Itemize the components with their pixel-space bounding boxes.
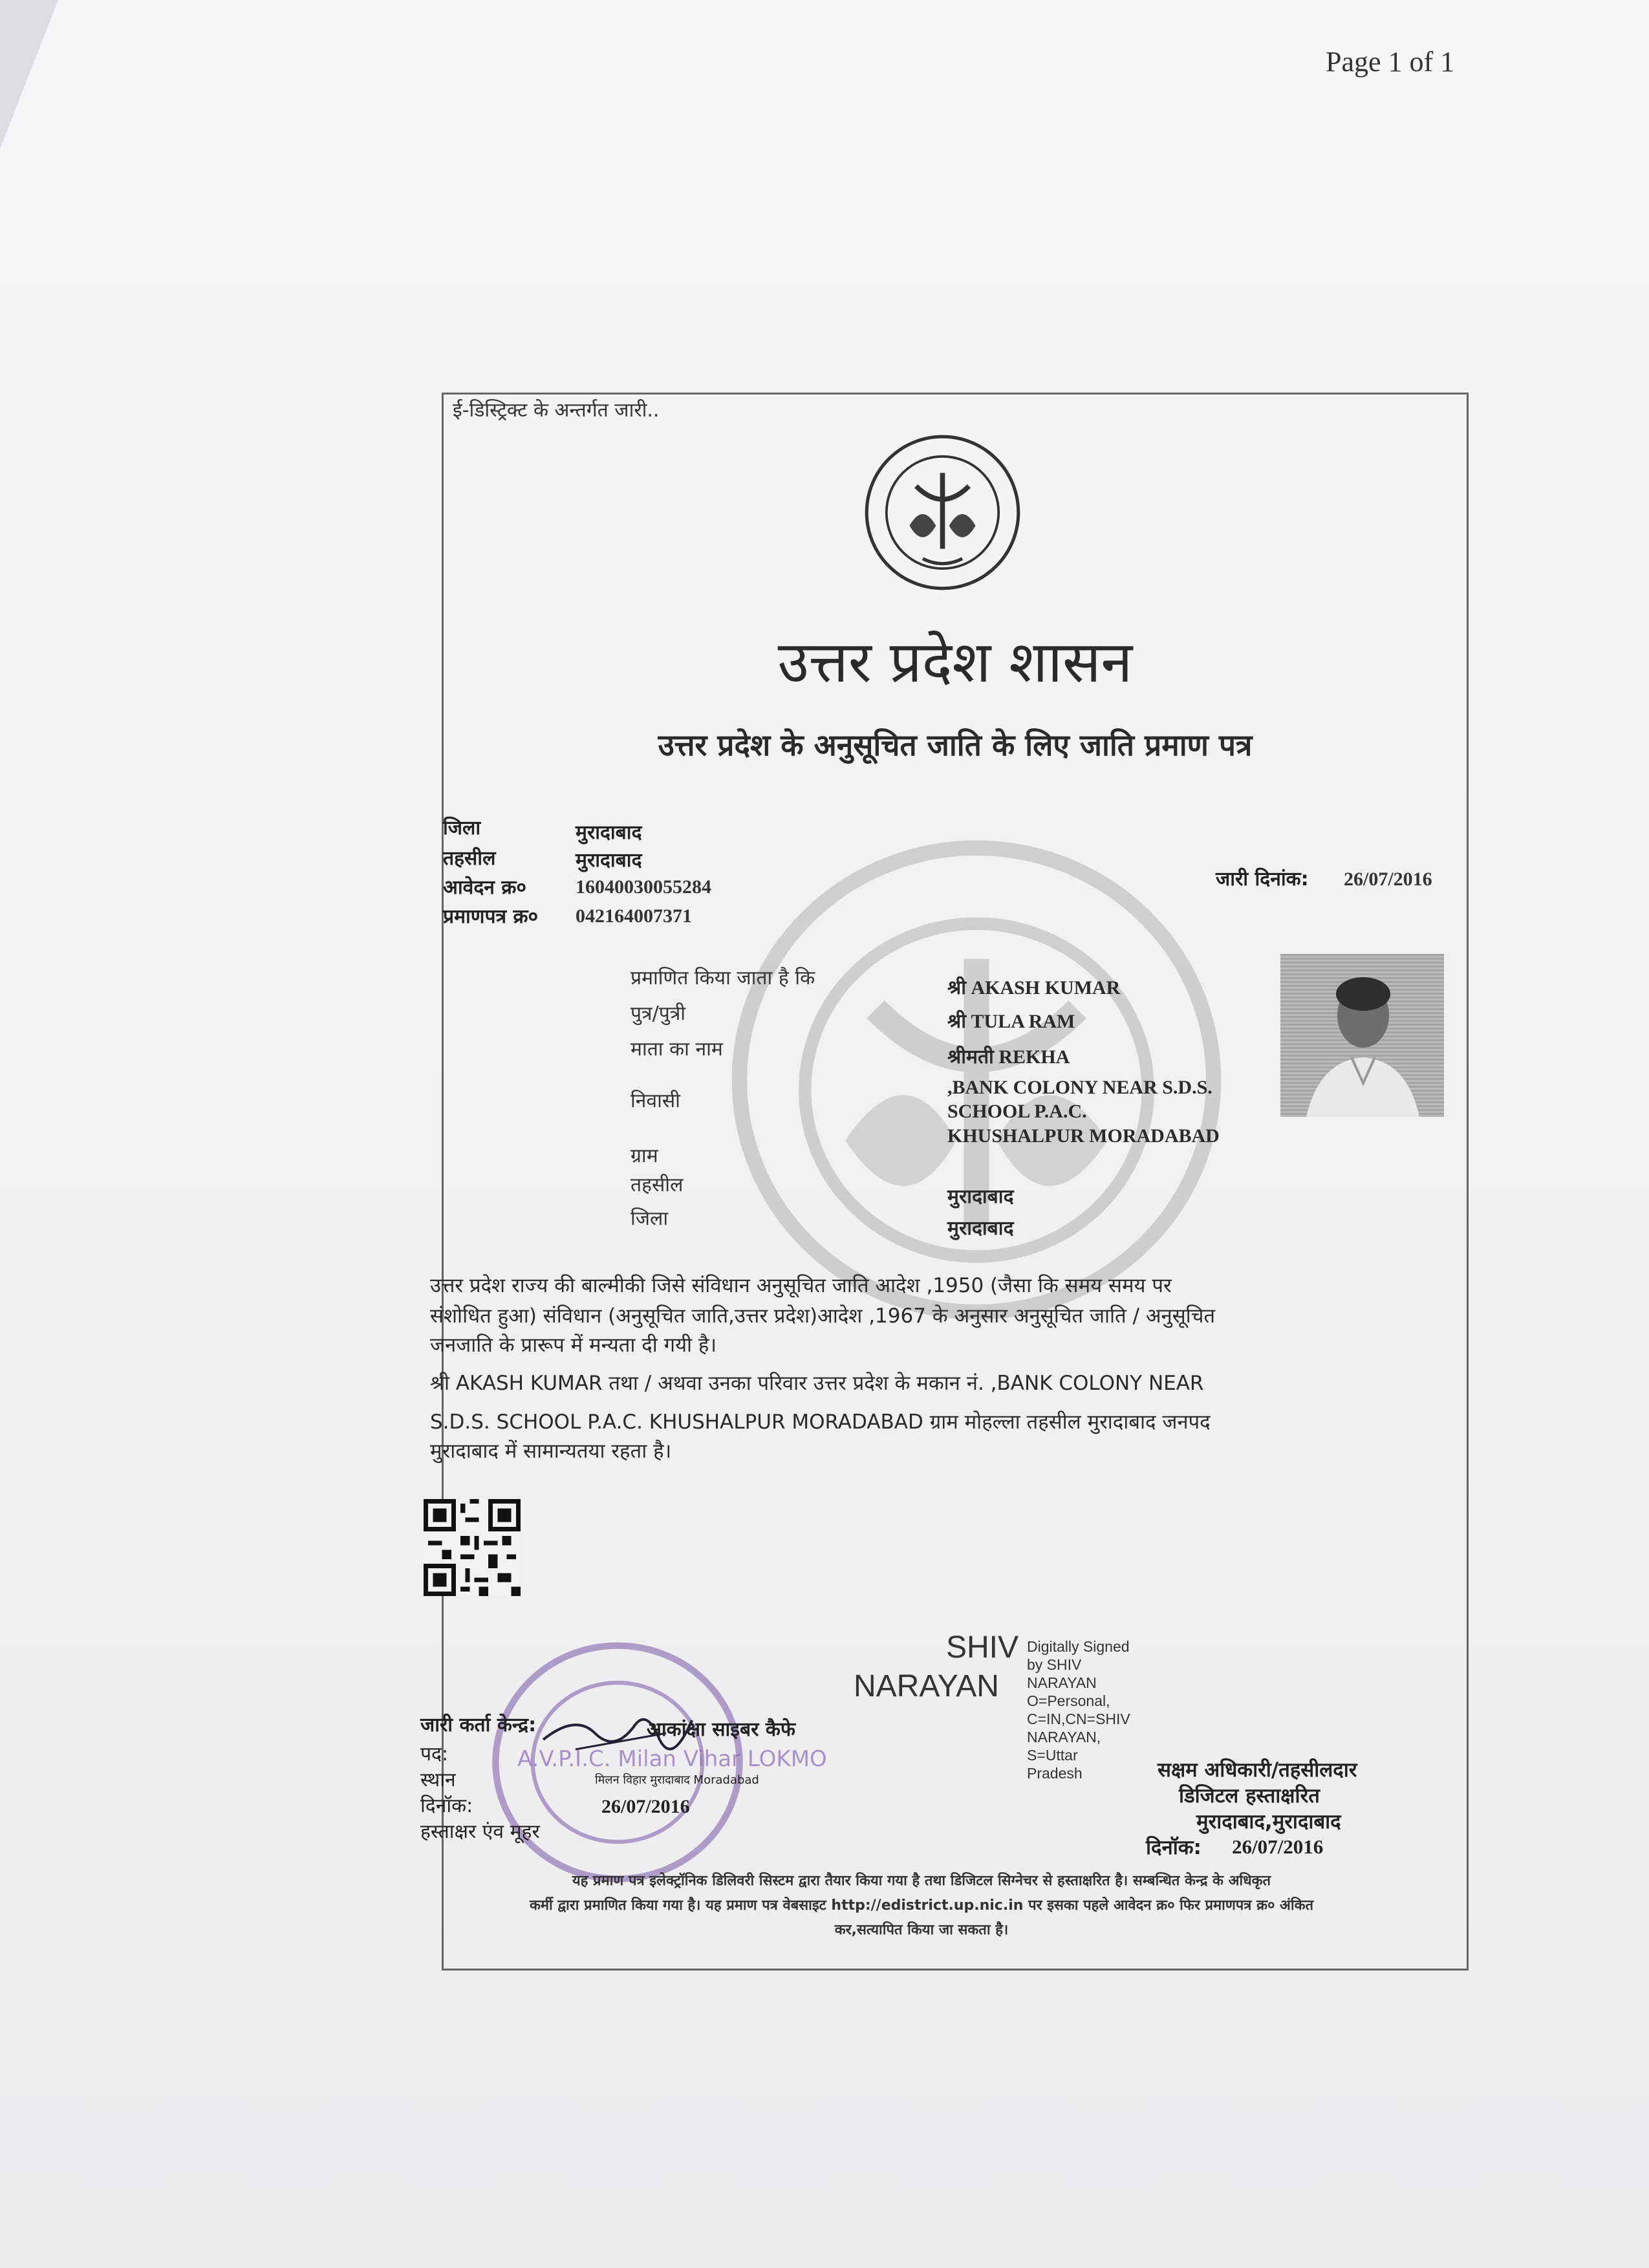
centre-date-label: दिनॉक: (420, 1795, 473, 1817)
body-line-5: S.D.S. SCHOOL P.A.C. KHUSHALPUR MORADABAD ग्राम मोहल्ला तहसील मुरादाबाद जनपद (430, 1410, 1211, 1434)
body-line-6: मुरादाबाद में सामान्यतया रहता है। (430, 1440, 672, 1463)
folded-corner (0, 0, 58, 149)
signer-name-line-2: NARAYAN (854, 1669, 999, 1703)
application-number-value: 16040030055284 (576, 876, 711, 898)
stamp-text: A.V.P.I.C. Milan Vihar LOKMO (517, 1746, 827, 1772)
issue-date-label: जारी दिनांक: (1216, 868, 1309, 891)
authority-designation: सक्षम अधिकारी/तहसीलदार (1158, 1758, 1357, 1782)
father-name: श्री TULA RAM (947, 1011, 1075, 1032)
district-label: जिला (443, 817, 481, 839)
address-line-3: KHUSHALPUR MORADABAD (947, 1125, 1220, 1147)
government-title: उत्तर प्रदेश शासन (777, 629, 1133, 695)
issued-under-note: ई-डिस्ट्रिक्ट के अन्तर्गत जारी.. (453, 399, 660, 422)
address-line-1: ,BANK COLONY NEAR S.D.S. (947, 1077, 1212, 1098)
applicant-photo (1280, 954, 1444, 1117)
address-line-2: SCHOOL P.A.C. (947, 1101, 1087, 1122)
place-label: स्थान (420, 1769, 456, 1791)
village-label: ग्राम (630, 1145, 658, 1167)
body-line-1: उत्तर प्रदेश राज्य की बाल्मीकी जिसे संविधान अनुसूचित जाति आदेश ,1950 (जैसा कि समय समय पर (430, 1274, 1172, 1297)
certified-label: प्रमाणित किया जाता है कि (630, 967, 815, 989)
child-of-label: पुत्र/पुत्री (630, 1002, 686, 1025)
authority-location: मुरादाबाद,मुरादाबाद (1196, 1810, 1341, 1833)
verification-note: यह प्रमाण पत्र इलेक्ट्रॉनिक डिलिवरी सिस्टम द्वारा तैयार किया गया है तथा डिजिटल सिग्नेचर से हस्ताक्षरित है। सम्बन्धित केन्द्र के अधिकृत कर्मी द्वारा प्रमाणित किया गया है। यह प्रमाण पत्र वेबसाइट http://edistrict.up.nic.in पर इसका पहले आवेदन क्र० फिर प्रमाणपत्र क्र० अंकित कर,सत्यापित किया जा सकता है। (529, 1873, 1314, 1938)
body-line-3: जनजाति के प्रारूप में मन्यता दी गयी है। (430, 1334, 717, 1357)
page-number: Page 1 of 1 (1326, 46, 1455, 78)
tehsil-value: मुरादाबाद (576, 849, 642, 872)
post-label: पद: (420, 1743, 449, 1766)
qr-code-icon[interactable] (424, 1499, 521, 1596)
detail-tehsil-label: तहसील (630, 1174, 684, 1196)
mother-name: श्रीमती REKHA (947, 1046, 1070, 1068)
district-value: मुरादाबाद (576, 821, 642, 844)
authority-date-label: दिनॉक: (1146, 1836, 1202, 1859)
person-photo-icon (1280, 954, 1444, 1117)
up-state-emblem-icon (860, 430, 1025, 595)
detail-district-label: जिला (630, 1207, 669, 1230)
authority-digital-signed: डिजिटल हस्ताक्षरित (1179, 1784, 1320, 1808)
authority-date-value: 26/07/2016 (1232, 1835, 1324, 1858)
issuing-centre-value: आकांक्षा साइबर कैफे (647, 1718, 795, 1741)
body-line-2: संशोधित हुआ) संविधान (अनुसूचित जाति,उत्तर प्रदेश)आदेश ,1967 के अनुसार अनुसूचित जाति / अनुसूचित (430, 1304, 1216, 1328)
applicant-name: श्री AKASH KUMAR (947, 977, 1121, 999)
digital-signature-details: Digitally Signed by SHIV NARAYAN O=Personal, C=IN,CN=SHIV NARAYAN, S=Uttar Pradesh (1027, 1638, 1130, 1782)
signature-seal-label: हस्ताक्षर एंव मूहर (420, 1820, 540, 1843)
issue-date-value: 26/07/2016 (1344, 869, 1432, 890)
signer-name-line-1: SHIV (946, 1630, 1019, 1665)
centre-date-value: 26/07/2016 (601, 1796, 690, 1817)
detail-tehsil-value: मुरादाबाद (947, 1186, 1014, 1207)
body-line-4: श्री AKASH KUMAR तथा / अथवा उनका परिवार उत्तर प्रदेश के मकान नं. ,BANK COLONY NEAR (430, 1372, 1204, 1395)
resident-label: निवासी (630, 1090, 680, 1112)
certificate-title: उत्तर प्रदेश के अनुसूचित जाति के लिए जाति प्रमाण पत्र (658, 728, 1253, 762)
certificate-number-value: 042164007371 (576, 905, 692, 927)
mother-name-label: माता का नाम (630, 1038, 723, 1061)
certificate-number-label: प्रमाणपत्र क्र० (443, 905, 539, 928)
application-number-label: आवेदन क्र० (443, 876, 527, 899)
issuing-centre-label: जारी कर्ता केन्द्र: (420, 1714, 537, 1736)
tehsil-label: तहसील (443, 847, 496, 870)
place-value: मिलन विहार मुरादाबाद Moradabad (595, 1773, 759, 1787)
detail-district-value: मुरादाबाद (947, 1218, 1014, 1239)
